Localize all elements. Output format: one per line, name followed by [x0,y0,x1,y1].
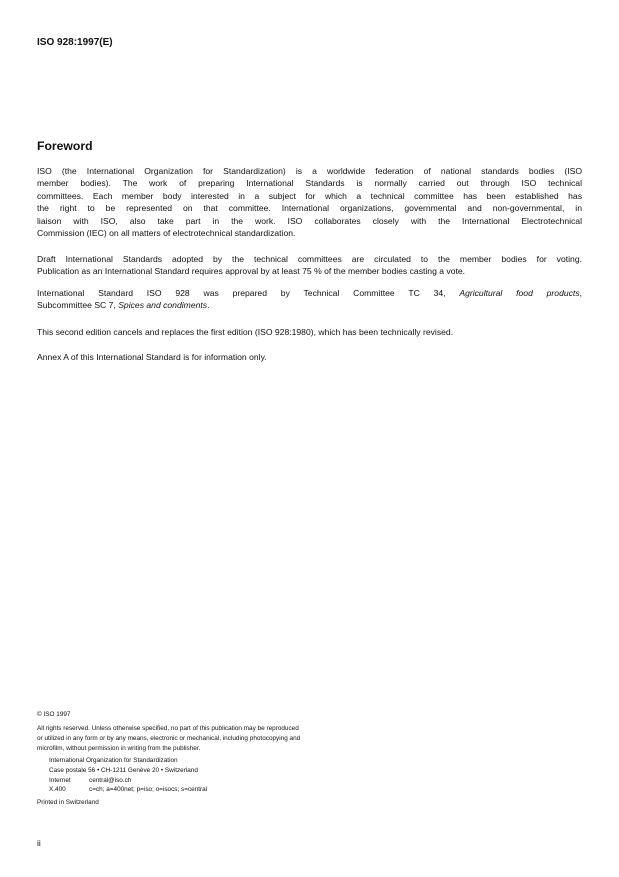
text: . [207,300,210,311]
text-line: the right to be represented on that committee. International organizations, governmental and non-governmental, in [37,203,582,214]
text-line: Commission (IEC) on all matters of electrotechnical standardization. [37,228,296,239]
text: International Standard ISO 928 was prepared by Technical Committee TC 34, [37,288,446,298]
paragraph-iso-intro [37,165,582,239]
page-number: ii [37,838,41,848]
text-line: member bodies). The work of preparing International Standards is normally carried out through ISO technical [37,178,582,189]
committee-name: Agricultural food products [459,288,580,298]
x400-address: c=ch; a=400net; p=iso; o=isocs; s=central [89,786,208,794]
x400-line [49,785,207,795]
paragraph-edition [37,326,582,338]
text-line: committees. Each member body interested in a subject for which a technical committee has been established has [37,190,582,201]
publisher-address [37,756,207,795]
paragraph-annex [37,351,582,363]
text-line: Draft International Standards adopted by the technical committees are circulated to the member bodies for voting. [37,254,582,264]
organization-name: International Organization for Standardization [49,757,178,764]
text-line: ISO (the International Organization for Standardization) is a worldwide federation of national standards bodies (ISO [37,166,582,176]
text-line [37,287,582,299]
text-line [37,299,582,311]
text-line: This second edition cancels and replaces the first edition (ISO 928:1980), which has been technically revised. [37,327,454,337]
paragraph-draft-standards [37,253,582,278]
rights-statement [37,724,300,753]
text-line: Annex A of this International Standard is for information only. [37,352,267,362]
label: X.400 [49,786,66,794]
text-line: All rights reserved. Unless otherwise specified, no part of this publication may be reproduced [37,725,299,732]
text-line: or utilized in any form or by any means, electronic or mechanical, including photocopying and [37,734,301,742]
section-title: Foreword [37,139,93,153]
label: Internet [49,776,71,784]
text-line: Publication as an International Standard requires approval by at least 75 % of the member bodies casting a vote. [37,266,466,277]
printed-in: Printed in Switzerland [37,799,99,806]
subcommittee-name: Spices and condiments [118,300,208,311]
text-line: microfilm, without permission in writing from the publisher. [37,744,201,752]
paragraph-prepared-by [37,287,582,312]
document-id-header: ISO 928:1997(E) [37,37,113,48]
postal-address: Case postale 56 • CH-1211 Genève 20 • Switzerland [49,766,198,774]
text: Subcommittee SC 7, [37,300,116,311]
text: , [579,288,583,298]
copyright-notice: © ISO 1997 [37,711,71,718]
text-line: liaison with ISO, also take part in the work. ISO collaborates closely with the International Electrotechnical [37,215,582,226]
internet-line [49,776,207,786]
email: central@iso.ch [89,776,132,784]
